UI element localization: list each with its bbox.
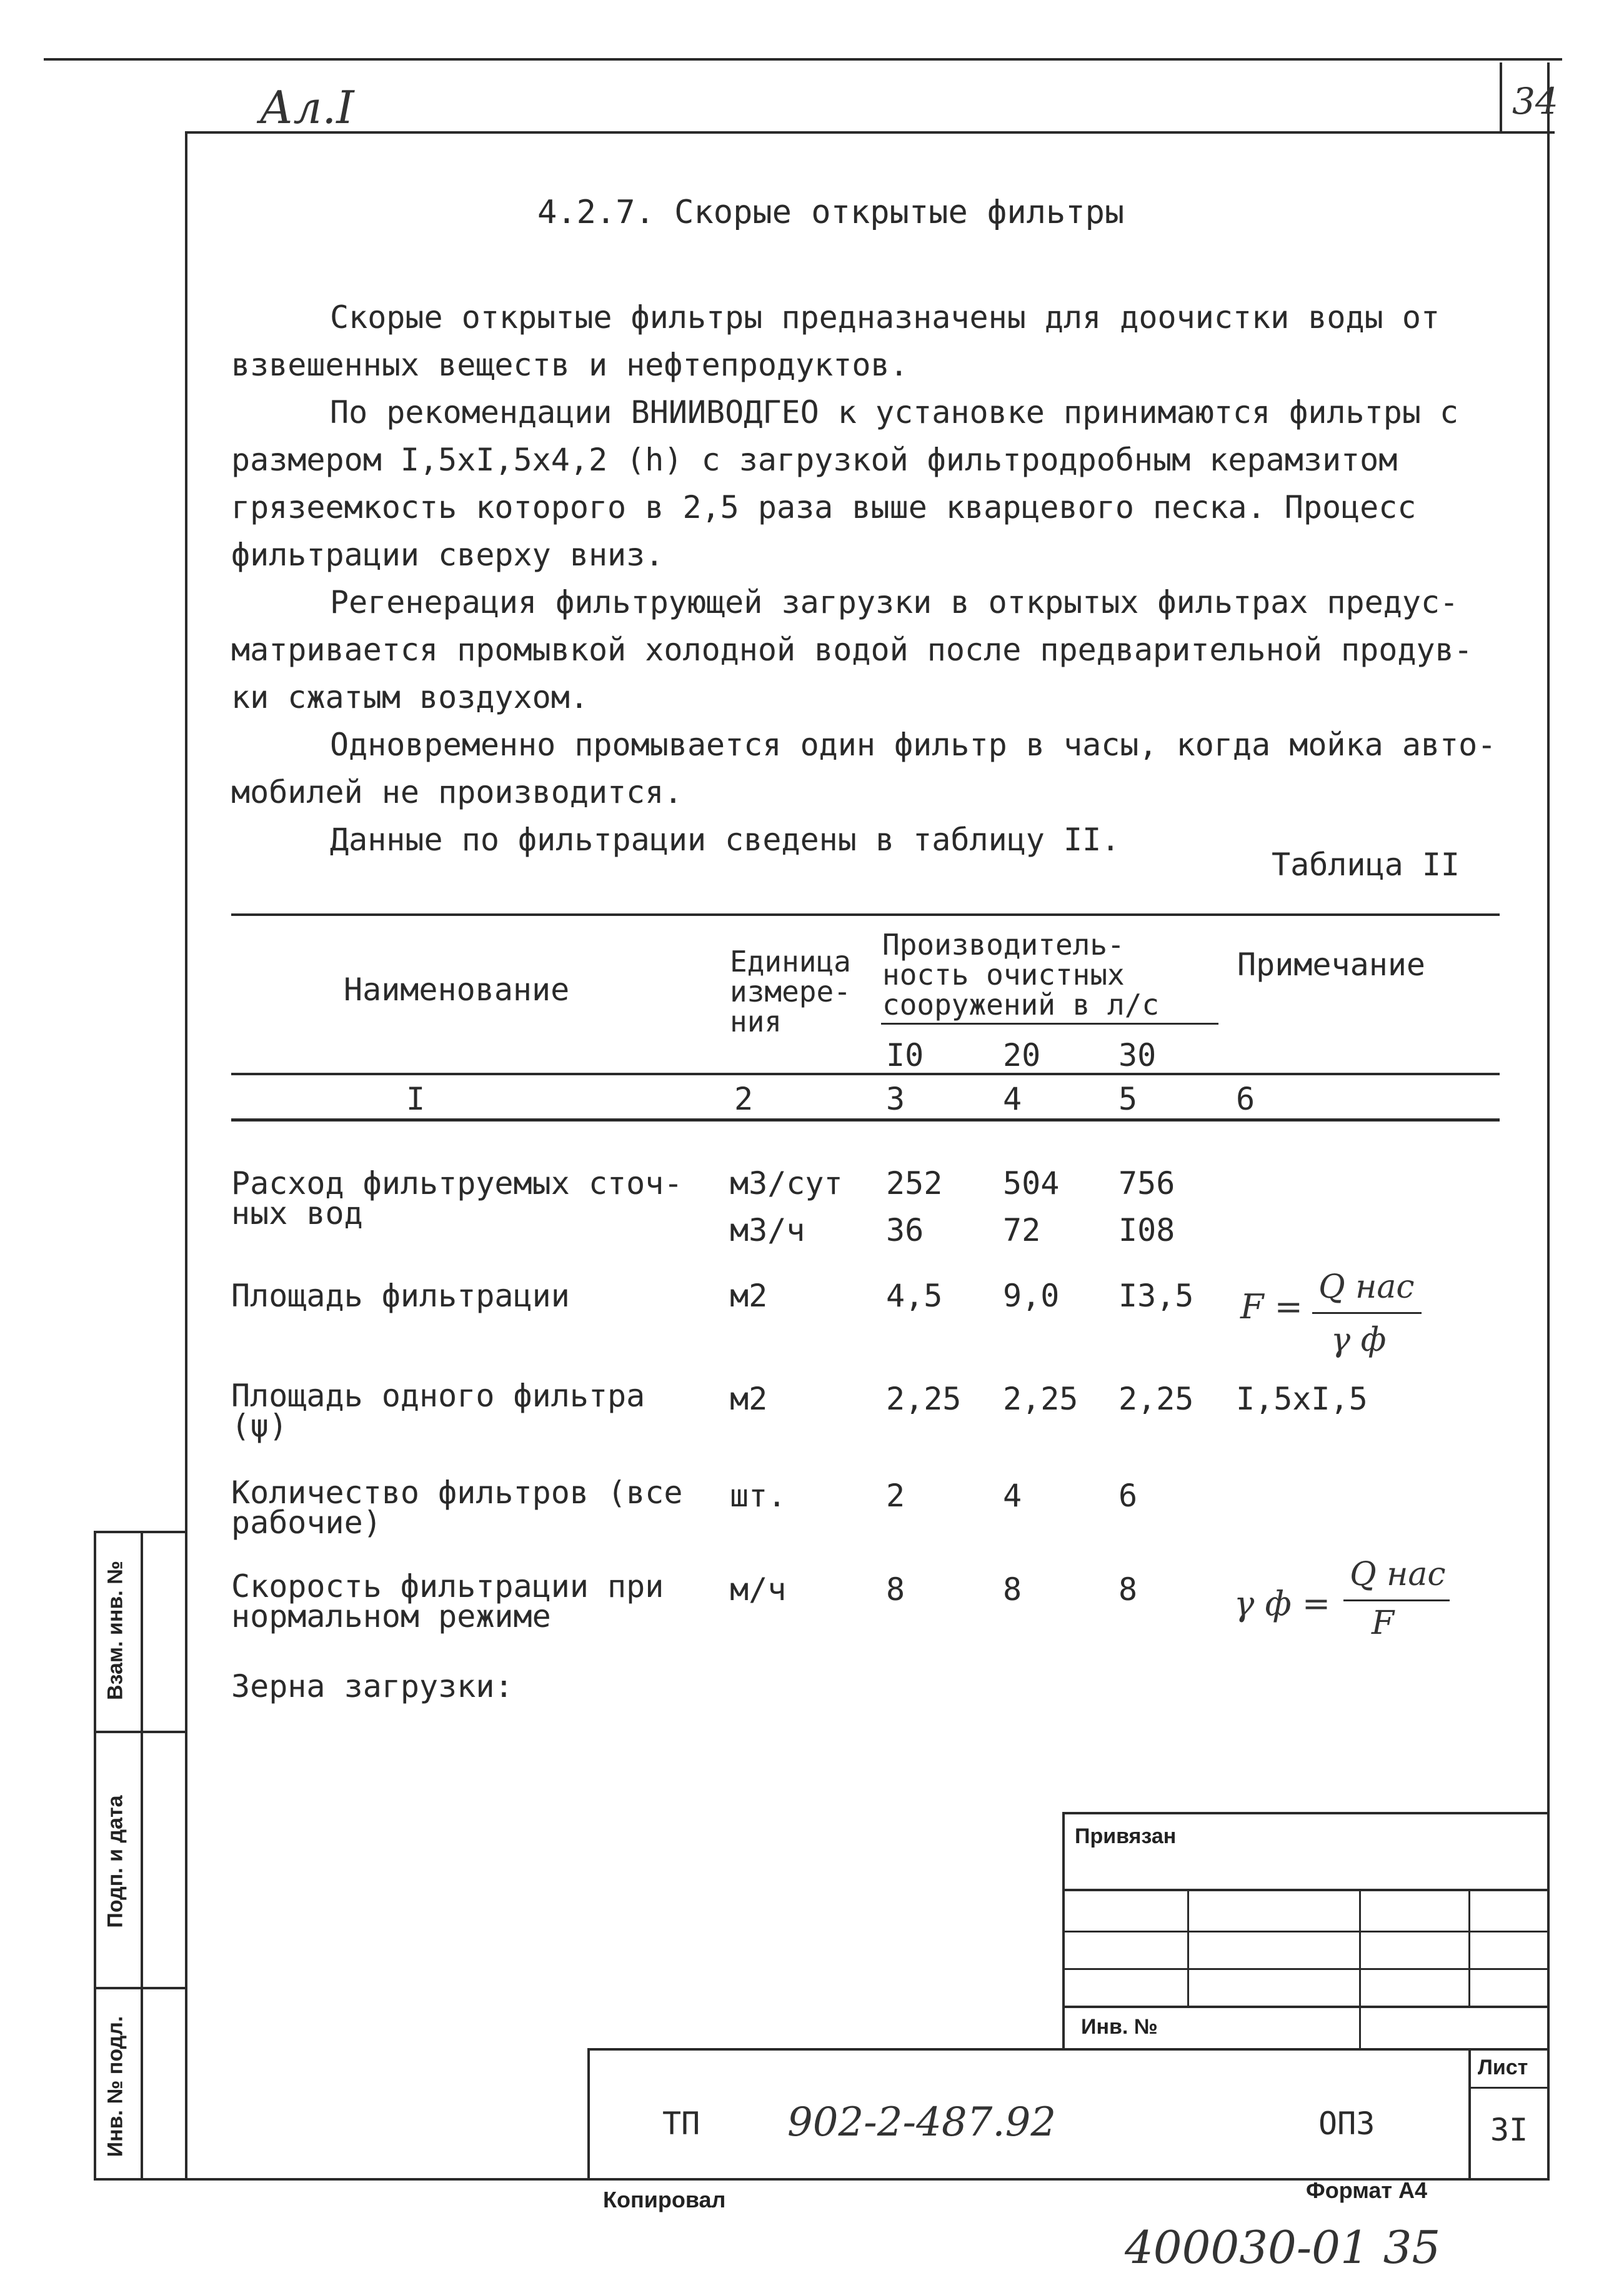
col-number-5: 5 bbox=[1118, 1081, 1138, 1117]
header-perf-10: I0 bbox=[886, 1037, 924, 1073]
row5-formula-lhs: γ ф = bbox=[1234, 1584, 1331, 1623]
p5-line-1: Данные по фильтрации сведены в таблицу II. bbox=[330, 822, 1120, 858]
stamp-upper-top bbox=[1062, 1812, 1550, 1814]
table-top-rule bbox=[231, 913, 1500, 916]
header-perf-line-3: сооружений в л/с bbox=[882, 988, 1160, 1022]
row2-formula-den: γ ф bbox=[1331, 1321, 1387, 1359]
stamp-doc-section: ОПЗ bbox=[1318, 2106, 1375, 2142]
row1-v30-2: I08 bbox=[1118, 1212, 1175, 1248]
row4-name bbox=[231, 1475, 683, 1541]
p3-line-2: матривается промывкой холодной водой после предварительной продув- bbox=[231, 632, 1473, 668]
row4-v30: 6 bbox=[1118, 1478, 1138, 1514]
stamp-vcol-3 bbox=[1468, 1889, 1470, 2007]
header-unit bbox=[730, 947, 851, 1037]
header-name: Наименование bbox=[344, 972, 570, 1008]
row5-name bbox=[231, 1568, 664, 1634]
row1-name-line-1: Расход фильтруемых сточ- bbox=[231, 1165, 683, 1201]
stamp-doc-prefix: ТП bbox=[662, 2106, 700, 2142]
perf-underline bbox=[881, 1023, 1218, 1025]
trailing-text: Зерна загрузки: bbox=[231, 1668, 514, 1704]
row3-v10: 2,25 bbox=[886, 1381, 962, 1417]
row2-unit: м2 bbox=[730, 1278, 768, 1314]
titleblock-left bbox=[587, 2048, 590, 2179]
side-column-mid bbox=[141, 1531, 143, 2181]
row3-v20: 2,25 bbox=[1003, 1381, 1079, 1417]
table-caption: Таблица II bbox=[1272, 847, 1460, 883]
row1-v30-1: 756 bbox=[1118, 1165, 1175, 1201]
table-header-rule bbox=[231, 1073, 1500, 1075]
side-label-inv-podl: Инв. № подл. bbox=[103, 2016, 127, 2157]
header-unit-line-2: измере- bbox=[730, 975, 851, 1008]
frame-right bbox=[1547, 131, 1550, 2181]
stamp-privyazan: Привязан bbox=[1075, 1824, 1177, 1848]
p3-line-3: ки сжатым воздухом. bbox=[231, 679, 589, 715]
col-number-3: 3 bbox=[886, 1081, 905, 1117]
p1-line-2: взвешенных веществ и нефтепродуктов. bbox=[231, 347, 909, 383]
stamp-row-2 bbox=[1062, 1931, 1550, 1932]
stamp-sheet-number: 3I bbox=[1490, 2112, 1528, 2148]
side-label-podp: Подп. и дата bbox=[103, 1795, 127, 1928]
p2-line-3: грязеемкость которого в 2,5 раза выше кварцевого песка. Процесс bbox=[231, 489, 1417, 525]
top-page-number: 34 bbox=[1512, 80, 1558, 122]
row2-v20: 9,0 bbox=[1003, 1278, 1060, 1314]
titleblock-sheet-rule bbox=[1468, 2087, 1550, 2089]
row3-v30: 2,25 bbox=[1118, 1381, 1194, 1417]
row2-formula-lhs: F = bbox=[1240, 1287, 1303, 1326]
p2-line-4: фильтрации сверху вниз. bbox=[231, 537, 664, 573]
col-number-1: I bbox=[406, 1081, 426, 1117]
footer-copied: Копировал bbox=[603, 2187, 726, 2212]
header-performance bbox=[882, 930, 1159, 1020]
section-title: 4.2.7. Скорые открытые фильтры bbox=[537, 194, 1125, 231]
row3-name bbox=[231, 1378, 645, 1444]
stamp-row-3 bbox=[1062, 1968, 1550, 1970]
frame-left bbox=[185, 131, 187, 2181]
footer-archive-number: 400030-01 35 bbox=[1125, 2221, 1441, 2274]
stamp-row-1 bbox=[1062, 1889, 1550, 1891]
stamp-vcol-2 bbox=[1359, 1889, 1361, 2048]
p3-line-1: Регенерация фильтрующей загрузки в открытых фильтрах предус- bbox=[330, 584, 1459, 620]
row4-name-line-1: Количество фильтров (все bbox=[231, 1475, 683, 1511]
row3-note: I,5хI,5 bbox=[1236, 1381, 1368, 1417]
side-divider-1 bbox=[94, 1731, 187, 1733]
row1-unit-1: м3/сут bbox=[730, 1165, 843, 1201]
p2-line-2: размером I,5хI,5х4,2 (h) с загрузкой фильтродробным керамзитом bbox=[231, 442, 1398, 478]
col-number-2: 2 bbox=[734, 1081, 754, 1117]
header-perf-line-2: ность очистных bbox=[882, 958, 1125, 992]
row5-formula-bar bbox=[1343, 1599, 1450, 1601]
row1-unit-2: м3/ч bbox=[730, 1212, 805, 1248]
paragraph-1 bbox=[231, 294, 1537, 863]
header-perf-30: 30 bbox=[1118, 1037, 1157, 1073]
col-number-6: 6 bbox=[1236, 1081, 1255, 1117]
row5-name-line-2: нормальном режиме bbox=[231, 1598, 551, 1634]
row2-formula-bar bbox=[1312, 1312, 1422, 1314]
stamp-inv-no: Инв. № bbox=[1081, 2015, 1158, 2039]
titleblock-top bbox=[587, 2048, 1550, 2051]
p2-line-1: По рекомендации ВНИИВОДГЕО к установке принимаются фильтры с bbox=[330, 394, 1459, 430]
row5-v30: 8 bbox=[1118, 1571, 1138, 1608]
side-divider-2 bbox=[94, 1987, 187, 1989]
header-unit-line-1: Единица bbox=[730, 945, 851, 978]
row4-name-line-2: рабочие) bbox=[231, 1505, 382, 1541]
titleblock-sheet-left bbox=[1468, 2048, 1471, 2179]
corner-note: Ал.I bbox=[259, 81, 354, 134]
header-perf-line-1: Производитель- bbox=[882, 928, 1125, 962]
p1-line-1: Скорые открытые фильтры предназначены для доочистки воды от bbox=[330, 299, 1440, 336]
stamp-row-4 bbox=[1062, 2006, 1550, 2008]
p4-line-1: Одновременно промывается один фильтр в часы, когда мойка авто- bbox=[330, 727, 1497, 763]
footer-format: Формат А4 bbox=[1306, 2177, 1428, 2203]
col-number-4: 4 bbox=[1003, 1081, 1022, 1117]
row4-v20: 4 bbox=[1003, 1478, 1022, 1514]
row3-name-line-2: (ψ) bbox=[231, 1408, 288, 1444]
row1-v20-1: 504 bbox=[1003, 1165, 1060, 1201]
top-rule bbox=[44, 58, 1562, 61]
row2-name: Площадь фильтрации bbox=[231, 1278, 570, 1314]
stamp-vcol-1 bbox=[1187, 1889, 1189, 2007]
row1-name-line-2: ных вод bbox=[231, 1195, 363, 1231]
header-unit-line-3: ния bbox=[730, 1005, 782, 1038]
row5-formula-num: Q нас bbox=[1350, 1556, 1446, 1593]
side-column-left bbox=[94, 1531, 96, 2181]
row3-name-line-1: Площадь одного фильтра bbox=[231, 1378, 645, 1414]
row2-formula-num: Q нас bbox=[1318, 1268, 1415, 1306]
frame-top bbox=[186, 131, 1555, 134]
row2-v10: 4,5 bbox=[886, 1278, 943, 1314]
row5-unit: м/ч bbox=[730, 1571, 787, 1608]
row1-v10-2: 36 bbox=[886, 1212, 924, 1248]
page-number-box-left bbox=[1500, 62, 1502, 132]
table-numbers-rule bbox=[231, 1118, 1500, 1122]
row5-formula-den: F bbox=[1372, 1604, 1395, 1642]
side-label-vzam: Взам. инв. № bbox=[103, 1560, 127, 1701]
p4-line-2: мобилей не производится. bbox=[231, 774, 683, 810]
row1-name bbox=[231, 1165, 683, 1231]
row3-unit: м2 bbox=[730, 1381, 768, 1417]
stamp-doc-number: 902-2-487.92 bbox=[787, 2099, 1057, 2146]
row5-v20: 8 bbox=[1003, 1571, 1022, 1608]
header-perf-20: 20 bbox=[1003, 1037, 1041, 1073]
stamp-list-label: Лист bbox=[1478, 2056, 1528, 2079]
row5-v10: 8 bbox=[886, 1571, 905, 1608]
row1-v20-2: 72 bbox=[1003, 1212, 1041, 1248]
header-note: Примечание bbox=[1237, 947, 1426, 983]
row1-v10-1: 252 bbox=[886, 1165, 943, 1201]
side-column-top bbox=[94, 1531, 187, 1533]
row4-unit: шт. bbox=[730, 1478, 787, 1514]
row2-v30: I3,5 bbox=[1118, 1278, 1194, 1314]
row5-name-line-1: Скорость фильтрации при bbox=[231, 1568, 664, 1604]
row4-v10: 2 bbox=[886, 1478, 905, 1514]
